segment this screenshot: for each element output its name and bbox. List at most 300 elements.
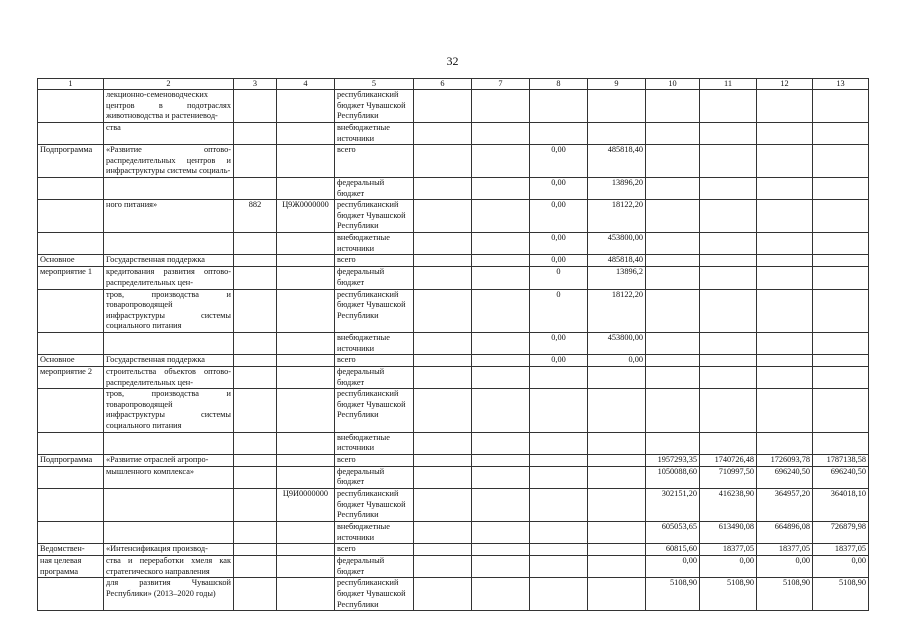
table-cell-c4: [277, 255, 335, 267]
table-cell-c7: [472, 233, 530, 255]
table-cell-c2: «Интенсификация производ-: [104, 544, 234, 556]
table-cell-c1: [38, 233, 104, 255]
table-cell-c7: [472, 489, 530, 522]
table-cell-c1: Основное: [38, 255, 104, 267]
table-cell-c13: [813, 123, 869, 145]
table-cell-c12: [757, 233, 813, 255]
table-cell-c1: [38, 332, 104, 354]
table-row: [38, 123, 869, 145]
table-cell-c2: мышленного комплекса»: [104, 466, 234, 488]
table-cell-c8: [530, 578, 588, 611]
table-cell-c9: 453800,00: [588, 332, 646, 354]
table-cell-c2: кредитования развития оптово-распределительных цен-: [104, 267, 234, 289]
table-cell-c3: [234, 389, 277, 432]
table-cell-c7: [472, 200, 530, 233]
table-cell-c8: 0: [530, 267, 588, 289]
table-cell-c4: [277, 289, 335, 332]
header-cell: 7: [472, 79, 530, 90]
table-cell-c7: [472, 90, 530, 123]
table-cell-c11: [700, 233, 757, 255]
table-cell-c6: [414, 332, 472, 354]
table-cell-c3: [234, 454, 277, 466]
table-cell-c2: [104, 332, 234, 354]
table-cell-c12: [757, 289, 813, 332]
table-cell-c13: 5108,90: [813, 578, 869, 611]
table-cell-c13: [813, 200, 869, 233]
table-cell-c6: [414, 466, 472, 488]
table-cell-c9: [588, 90, 646, 123]
table-cell-c5: федеральный бюджет: [335, 267, 414, 289]
table-row: [38, 255, 869, 267]
table-cell-c8: [530, 544, 588, 556]
table-cell-c11: [700, 389, 757, 432]
table-cell-c8: [530, 556, 588, 578]
table-cell-c10: 302151,20: [646, 489, 700, 522]
table-cell-c9: [588, 389, 646, 432]
table-cell-c11: 416238,90: [700, 489, 757, 522]
table-cell-c1: [38, 489, 104, 522]
table-cell-c7: [472, 556, 530, 578]
table-cell-c6: [414, 432, 472, 454]
table-cell-c3: [234, 556, 277, 578]
table-cell-c11: 18377,05: [700, 544, 757, 556]
table-cell-c8: 0,00: [530, 145, 588, 178]
table-cell-c11: 1740726,48: [700, 454, 757, 466]
table-cell-c7: [472, 466, 530, 488]
header-cell: 4: [277, 79, 335, 90]
table-cell-c8: [530, 123, 588, 145]
table-cell-c6: [414, 355, 472, 367]
table-cell-c7: [472, 123, 530, 145]
table-cell-c2: тров, производства и товаропроводящей инфраструктуры системы социального питания: [104, 389, 234, 432]
table-cell-c13: [813, 177, 869, 199]
table-cell-c4: [277, 522, 335, 544]
table-cell-c12: [757, 145, 813, 178]
table-cell-c7: [472, 355, 530, 367]
table-cell-c6: [414, 489, 472, 522]
table-cell-c4: [277, 367, 335, 389]
table-cell-c9: 18122,20: [588, 289, 646, 332]
header-cell: 6: [414, 79, 472, 90]
table-cell-c4: Ц9Ж0000000: [277, 200, 335, 233]
table-row: [38, 556, 869, 578]
table-cell-c4: [277, 556, 335, 578]
table-cell-c12: [757, 177, 813, 199]
table-cell-c5: республиканский бюджет Чувашской Республики: [335, 90, 414, 123]
table-cell-c3: [234, 432, 277, 454]
table-cell-c8: [530, 522, 588, 544]
table-cell-c11: [700, 367, 757, 389]
table-cell-c10: 1957293,35: [646, 454, 700, 466]
table-cell-c6: [414, 578, 472, 611]
table-cell-c12: 696240,50: [757, 466, 813, 488]
table-cell-c1: [38, 200, 104, 233]
table-cell-c12: 5108,90: [757, 578, 813, 611]
table-row: [38, 544, 869, 556]
table-cell-c10: 5108,90: [646, 578, 700, 611]
table-cell-c3: [234, 367, 277, 389]
table-cell-c13: [813, 332, 869, 354]
table-cell-c7: [472, 255, 530, 267]
table-cell-c11: [700, 355, 757, 367]
table-cell-c3: [234, 233, 277, 255]
table-cell-c3: 882: [234, 200, 277, 233]
table-cell-c7: [472, 522, 530, 544]
table-cell-c13: [813, 432, 869, 454]
table-cell-c9: [588, 454, 646, 466]
table-cell-c3: [234, 355, 277, 367]
table-cell-c4: [277, 123, 335, 145]
table-cell-c2: «Развитие оптово-распределительных центров и инфраструктуры системы социаль-: [104, 145, 234, 178]
table-cell-c10: 0,00: [646, 556, 700, 578]
table-cell-c13: [813, 367, 869, 389]
header-cell: 3: [234, 79, 277, 90]
table-cell-c13: 0,00: [813, 556, 869, 578]
table-cell-c9: [588, 522, 646, 544]
table-row: [38, 200, 869, 233]
table-row: [38, 522, 869, 544]
table-cell-c5: республиканский бюджет Чувашской Республики: [335, 489, 414, 522]
table-cell-c2: «Развитие отраслей агропро-: [104, 454, 234, 466]
table-cell-c10: [646, 432, 700, 454]
table-cell-c10: [646, 123, 700, 145]
table-cell-c5: республиканский бюджет Чувашской Республики: [335, 200, 414, 233]
table-cell-c12: [757, 389, 813, 432]
header-row: [38, 79, 869, 90]
table-cell-c12: [757, 200, 813, 233]
table-cell-c3: [234, 544, 277, 556]
table-cell-c2: [104, 522, 234, 544]
table-cell-c5: внебюджетные источники: [335, 432, 414, 454]
table-cell-c2: [104, 177, 234, 199]
table-cell-c13: [813, 267, 869, 289]
table-cell-c5: всего: [335, 355, 414, 367]
table-cell-c5: всего: [335, 544, 414, 556]
table-cell-c3: [234, 489, 277, 522]
table-cell-c11: 0,00: [700, 556, 757, 578]
table-cell-c7: [472, 544, 530, 556]
table-cell-c8: 0,00: [530, 255, 588, 267]
table-cell-c8: [530, 454, 588, 466]
table-cell-c11: [700, 123, 757, 145]
table-row: [38, 578, 869, 611]
table-cell-c2: ного питания»: [104, 200, 234, 233]
table-cell-c2: Государственная поддержка: [104, 355, 234, 367]
table-cell-c3: [234, 578, 277, 611]
table-cell-c6: [414, 200, 472, 233]
table-cell-c6: [414, 389, 472, 432]
table-cell-c6: [414, 289, 472, 332]
table-cell-c1: мероприятие 1: [38, 267, 104, 289]
header-cell: 10: [646, 79, 700, 90]
table-cell-c9: 485818,40: [588, 255, 646, 267]
table-cell-c11: [700, 145, 757, 178]
table-cell-c1: мероприятие 2: [38, 367, 104, 389]
table-cell-c5: республиканский бюджет Чувашской Республики: [335, 289, 414, 332]
table-cell-c8: [530, 90, 588, 123]
table-cell-c6: [414, 544, 472, 556]
table-cell-c5: всего: [335, 255, 414, 267]
table-cell-c1: [38, 289, 104, 332]
table-cell-c3: [234, 177, 277, 199]
table-cell-c13: [813, 255, 869, 267]
table-row: [38, 367, 869, 389]
table-cell-c3: [234, 90, 277, 123]
table-cell-c8: 0,00: [530, 200, 588, 233]
table-cell-c3: [234, 466, 277, 488]
table-cell-c4: [277, 177, 335, 199]
table-cell-c1: [38, 90, 104, 123]
table-cell-c1: Ведомствен-: [38, 544, 104, 556]
table-cell-c3: [234, 255, 277, 267]
table-cell-c6: [414, 177, 472, 199]
table-cell-c2: для развития Чувашской Республики» (2013–2020 годы): [104, 578, 234, 611]
table-cell-c5: всего: [335, 145, 414, 178]
table-cell-c8: 0,00: [530, 233, 588, 255]
table-cell-c9: 13896,20: [588, 177, 646, 199]
table-cell-c1: Подпрограмма: [38, 454, 104, 466]
header-cell: 5: [335, 79, 414, 90]
table-cell-c7: [472, 389, 530, 432]
table-cell-c6: [414, 367, 472, 389]
table-cell-c4: [277, 389, 335, 432]
table-cell-c12: [757, 355, 813, 367]
table-cell-c12: 664896,08: [757, 522, 813, 544]
table-cell-c6: [414, 522, 472, 544]
table-cell-c12: 1726093,78: [757, 454, 813, 466]
table-cell-c11: [700, 255, 757, 267]
table-cell-c1: [38, 389, 104, 432]
table-cell-c13: [813, 355, 869, 367]
table-cell-c13: [813, 289, 869, 332]
table-cell-c4: [277, 544, 335, 556]
table-cell-c6: [414, 145, 472, 178]
table-cell-c11: [700, 267, 757, 289]
table-cell-c5: внебюджетные источники: [335, 233, 414, 255]
table-cell-c11: [700, 177, 757, 199]
table-cell-c9: [588, 432, 646, 454]
table-body: [38, 90, 869, 611]
table-cell-c8: [530, 367, 588, 389]
table-cell-c4: [277, 233, 335, 255]
table-row: [38, 233, 869, 255]
table-cell-c8: 0,00: [530, 332, 588, 354]
table-cell-c13: [813, 389, 869, 432]
table-cell-c1: [38, 432, 104, 454]
table-cell-c8: 0,00: [530, 355, 588, 367]
table-cell-c11: [700, 332, 757, 354]
table-row: [38, 90, 869, 123]
table-cell-c3: [234, 289, 277, 332]
table-row: [38, 454, 869, 466]
table-cell-c5: всего: [335, 454, 414, 466]
table-cell-c7: [472, 289, 530, 332]
table-cell-c5: внебюджетные источники: [335, 332, 414, 354]
table-row: [38, 489, 869, 522]
header-cell: 8: [530, 79, 588, 90]
table-cell-c10: [646, 177, 700, 199]
table-cell-c4: [277, 267, 335, 289]
table-cell-c12: 364957,20: [757, 489, 813, 522]
page-number: 32: [446, 54, 459, 68]
header-cell: 1: [38, 79, 104, 90]
table-row: [38, 332, 869, 354]
table-cell-c11: [700, 90, 757, 123]
table-cell-c13: [813, 90, 869, 123]
table-cell-c11: 5108,90: [700, 578, 757, 611]
table-cell-c10: [646, 355, 700, 367]
table-cell-c5: внебюджетные источники: [335, 522, 414, 544]
table-cell-c10: [646, 332, 700, 354]
table-cell-c1: ная целевая программа: [38, 556, 104, 578]
table-row: [38, 432, 869, 454]
table-cell-c1: [38, 466, 104, 488]
table-cell-c1: Подпрограмма: [38, 145, 104, 178]
table-cell-c8: 0,00: [530, 177, 588, 199]
table-cell-c9: [588, 466, 646, 488]
table-cell-c10: 1050088,60: [646, 466, 700, 488]
table-cell-c6: [414, 454, 472, 466]
table-cell-c10: 605053,65: [646, 522, 700, 544]
table-cell-c8: [530, 466, 588, 488]
table-cell-c6: [414, 267, 472, 289]
table-cell-c13: [813, 145, 869, 178]
table-cell-c4: [277, 466, 335, 488]
table-cell-c7: [472, 145, 530, 178]
table-cell-c7: [472, 332, 530, 354]
table-cell-c7: [472, 177, 530, 199]
table-cell-c11: [700, 432, 757, 454]
table-cell-c10: [646, 90, 700, 123]
table-cell-c7: [472, 454, 530, 466]
table-cell-c6: [414, 255, 472, 267]
table-cell-c12: [757, 332, 813, 354]
table-cell-c1: [38, 177, 104, 199]
table-row: [38, 177, 869, 199]
table-cell-c5: внебюджетные источники: [335, 123, 414, 145]
table-cell-c1: [38, 123, 104, 145]
table-cell-c10: [646, 367, 700, 389]
table-cell-c12: [757, 123, 813, 145]
table-cell-c9: 13896,2: [588, 267, 646, 289]
table-cell-c10: [646, 389, 700, 432]
table-cell-c1: [38, 522, 104, 544]
table-cell-c8: [530, 389, 588, 432]
table-row: [38, 267, 869, 289]
table-cell-c4: Ц9И0000000: [277, 489, 335, 522]
table-cell-c12: [757, 367, 813, 389]
table-cell-c4: [277, 355, 335, 367]
table-cell-c10: [646, 233, 700, 255]
table-cell-c2: ства и переработки хмеля как стратегического направления: [104, 556, 234, 578]
table-cell-c7: [472, 578, 530, 611]
table-cell-c7: [472, 367, 530, 389]
table-cell-c10: [646, 200, 700, 233]
table-row: [38, 389, 869, 432]
table-cell-c12: 18377,05: [757, 544, 813, 556]
table-cell-c2: [104, 489, 234, 522]
table-cell-c4: [277, 578, 335, 611]
table-cell-c5: федеральный бюджет: [335, 466, 414, 488]
table-cell-c12: [757, 432, 813, 454]
table-cell-c9: 453800,00: [588, 233, 646, 255]
table-cell-c2: [104, 233, 234, 255]
table-cell-c13: 726879,98: [813, 522, 869, 544]
table-cell-c3: [234, 522, 277, 544]
header-cell: 13: [813, 79, 869, 90]
table-cell-c12: [757, 90, 813, 123]
table-cell-c9: [588, 123, 646, 145]
table-cell-c9: 485818,40: [588, 145, 646, 178]
table-cell-c3: [234, 145, 277, 178]
table-cell-c2: тров, производства и товаропроводящей инфраструктуры системы социального питания: [104, 289, 234, 332]
header-cell: 9: [588, 79, 646, 90]
table-cell-c3: [234, 267, 277, 289]
table-cell-c9: 18122,20: [588, 200, 646, 233]
budget-table: [37, 78, 869, 611]
table-row: [38, 145, 869, 178]
table-cell-c5: республиканский бюджет Чувашской Республики: [335, 578, 414, 611]
table-cell-c5: республиканский бюджет Чувашской Республики: [335, 389, 414, 432]
table-cell-c9: [588, 367, 646, 389]
table-cell-c12: [757, 255, 813, 267]
table-cell-c10: [646, 289, 700, 332]
table-cell-c13: 18377,05: [813, 544, 869, 556]
table-cell-c5: федеральный бюджет: [335, 556, 414, 578]
table-row: [38, 289, 869, 332]
table-cell-c7: [472, 432, 530, 454]
table-cell-c9: [588, 489, 646, 522]
table-cell-c8: 0: [530, 289, 588, 332]
table-row: [38, 355, 869, 367]
table-cell-c6: [414, 123, 472, 145]
table-cell-c10: [646, 267, 700, 289]
table-cell-c3: [234, 332, 277, 354]
table-cell-c5: федеральный бюджет: [335, 367, 414, 389]
table-cell-c3: [234, 123, 277, 145]
table-cell-c2: строительства объектов оптово-распределительных цен-: [104, 367, 234, 389]
table-cell-c11: [700, 289, 757, 332]
table-cell-c10: 60815,60: [646, 544, 700, 556]
table-cell-c1: [38, 578, 104, 611]
table-cell-c5: федеральный бюджет: [335, 177, 414, 199]
table-cell-c2: ства: [104, 123, 234, 145]
header-cell: 2: [104, 79, 234, 90]
table-cell-c8: [530, 432, 588, 454]
table-cell-c11: 613490,08: [700, 522, 757, 544]
table-cell-c6: [414, 556, 472, 578]
table-cell-c11: [700, 200, 757, 233]
table-cell-c11: 710997,50: [700, 466, 757, 488]
table-cell-c7: [472, 267, 530, 289]
table-cell-c10: [646, 255, 700, 267]
table-cell-c6: [414, 90, 472, 123]
header-cell: 11: [700, 79, 757, 90]
table-cell-c9: [588, 578, 646, 611]
table-cell-c12: [757, 267, 813, 289]
header-cell: 12: [757, 79, 813, 90]
table-row: [38, 466, 869, 488]
table-cell-c13: 1787138,58: [813, 454, 869, 466]
table-cell-c13: 364018,10: [813, 489, 869, 522]
table-cell-c1: Основное: [38, 355, 104, 367]
table-cell-c4: [277, 332, 335, 354]
table-cell-c12: 0,00: [757, 556, 813, 578]
table-cell-c10: [646, 145, 700, 178]
table-cell-c4: [277, 454, 335, 466]
table-cell-c4: [277, 90, 335, 123]
table-cell-c2: [104, 432, 234, 454]
